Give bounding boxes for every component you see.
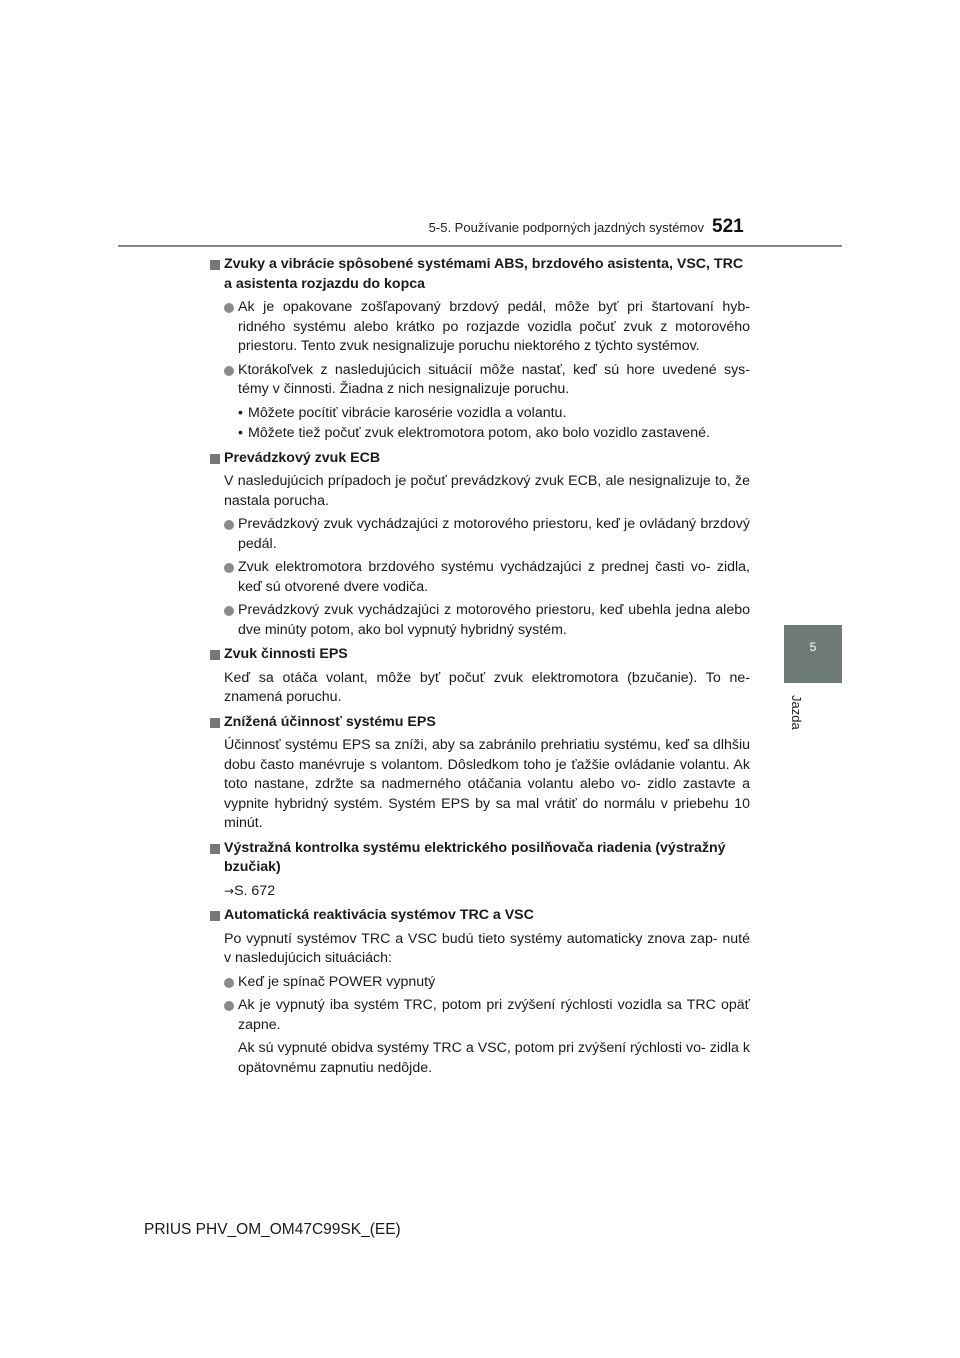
circle-bullet-icon — [224, 563, 234, 573]
list-item — [210, 361, 750, 400]
list-item — [210, 973, 750, 993]
list-item — [210, 515, 750, 554]
list-item-text: Ktorákoľvek z nasledujúcich situácií môže nastať, keď sú hore uvedené sys- témy v činnosti. Žiadna z nich nesignalizuje poruchu. — [238, 361, 750, 397]
chapter-tab — [784, 625, 842, 683]
circle-bullet-icon — [224, 520, 234, 530]
circle-bullet-icon — [224, 366, 234, 376]
circle-bullet-icon — [224, 606, 234, 616]
square-bullet-icon — [210, 260, 220, 270]
page-reference[interactable] — [210, 882, 750, 902]
section-eps-sound — [210, 645, 750, 708]
list-item-text: Prevádzkový zvuk vychádzajúci z motorového priestoru, keď ubehla jedna alebo dve minúty potom, ako bol vypnutý hybridný systém. — [238, 602, 750, 638]
sub-list-item — [210, 424, 750, 444]
list-item-text: Ak je opakovane zošľapovaný brzdový pedál, môže byť pri štartovaní hyb- ridného systému alebo krátko po rozjazde vozidla počuť zvuk z motorového priestoru. Tento zvuk nesignalizuje poruchu niektorého z týchto systémov. — [238, 299, 750, 354]
section-heading-text: Automatická reaktivácia systémov TRC a VSC — [224, 907, 534, 923]
list-item-note: Ak sú vypnuté obidva systémy TRC a VSC, potom pri zvýšení rýchlosti vo- zidla k opätovnému zapnutiu nedôjde. — [238, 1040, 750, 1076]
list-item — [210, 601, 750, 640]
section-heading — [210, 255, 750, 294]
section-eps-reduced — [210, 713, 750, 834]
page-reference-text: S. 672 — [234, 882, 276, 899]
square-bullet-icon — [210, 650, 220, 660]
square-bullet-icon — [210, 911, 220, 921]
section-heading-text: Výstražná kontrolka systému elektrického posilňovača riadenia (výstražný bzučiak) — [224, 839, 726, 875]
square-bullet-icon — [210, 844, 220, 854]
chapter-tab-number: 5 — [809, 640, 817, 654]
sub-list-item — [210, 404, 750, 424]
page-number: 521 — [712, 216, 744, 237]
circle-bullet-icon — [224, 303, 234, 313]
section-heading — [210, 449, 750, 469]
list-item — [210, 996, 750, 1035]
list-item — [210, 558, 750, 597]
section-paragraph: Po vypnutí systémov TRC a VSC budú tieto systémy automaticky znova zap- nuté v nasledujúcich situáciách: — [224, 930, 750, 966]
section-heading — [210, 713, 750, 733]
sub-list-item-text: Môžete tiež počuť zvuk elektromotora potom, ako bolo vozidlo zastavené. — [248, 425, 710, 441]
section-eps-warning — [210, 839, 750, 902]
arrow-right-icon: → — [224, 883, 235, 898]
section-ecb-sound — [210, 449, 750, 641]
chapter-tab-label: Jazda — [789, 695, 804, 730]
circle-bullet-icon — [224, 978, 234, 988]
section-heading-text: Zvuk činnosti EPS — [224, 646, 348, 662]
list-item-text: Zvuk elektromotora brzdového systému vychádzajúci z prednej časti vo- zidla, keď sú otvorené dvere vodiča. — [238, 559, 750, 595]
section-trc-vsc-reactivation — [210, 906, 750, 1078]
dot-bullet-icon: • — [238, 425, 243, 441]
page-content — [210, 255, 750, 1083]
section-abs-sounds — [210, 255, 750, 444]
section-heading-text: Prevádzkový zvuk ECB — [224, 449, 381, 466]
section-paragraph: Keď sa otáča volant, môže byť počuť zvuk elektromotora (bzučanie). To ne- znamená poruchu. — [224, 669, 750, 705]
list-item-text: Keď je spínač POWER vypnutý — [238, 973, 436, 990]
header-divider — [118, 245, 842, 247]
document-id-footer: PRIUS PHV_OM_OM47C99SK_(EE) — [144, 1221, 401, 1238]
circle-bullet-icon — [224, 1001, 234, 1011]
section-paragraph: Účinnosť systému EPS sa zníži, aby sa zabránilo prehriatiu systému, keď sa dlhšiu dobu často manévruje s volantom. Dôsledkom toho je ťažšie ovládanie volantu. Ak toto nastane, zdržte sa nadmerného otáčania volantu alebo vo- zidlo zastavte a vypnite hybridný systém. Systém EPS by sa mal vrátiť do normálu v priebehu 10 minút. — [224, 737, 750, 831]
section-paragraph: V nasledujúcich prípadoch je počuť prevádzkový zvuk ECB, ale nesignalizuje to, že nastala porucha. — [224, 473, 750, 509]
section-heading-text: Znížená účinnosť systému EPS — [224, 713, 436, 730]
list-item — [210, 298, 750, 357]
section-heading — [210, 906, 750, 926]
list-item-text: Prevádzkový zvuk vychádzajúci z motorového priestoru, keď je ovládaný brzdový pedál. — [238, 516, 750, 552]
square-bullet-icon — [210, 718, 220, 728]
section-heading-text: Zvuky a vibrácie spôsobené systémami ABS, brzdového asistenta, VSC, TRC a asistenta rozjazdu do kopca — [224, 256, 744, 292]
running-header-section: 5-5. Používanie podporných jazdných systémov — [428, 220, 704, 235]
sub-list-item-text: Môžete pocítiť vibrácie karosérie vozidla a volantu. — [248, 404, 567, 421]
list-item-text: Ak je vypnutý iba systém TRC, potom pri zvýšení rýchlosti vozidla sa TRC opäť zapne. — [238, 997, 750, 1033]
section-heading — [210, 839, 750, 878]
square-bullet-icon — [210, 454, 220, 464]
dot-bullet-icon: • — [238, 404, 243, 421]
section-heading — [210, 645, 750, 665]
